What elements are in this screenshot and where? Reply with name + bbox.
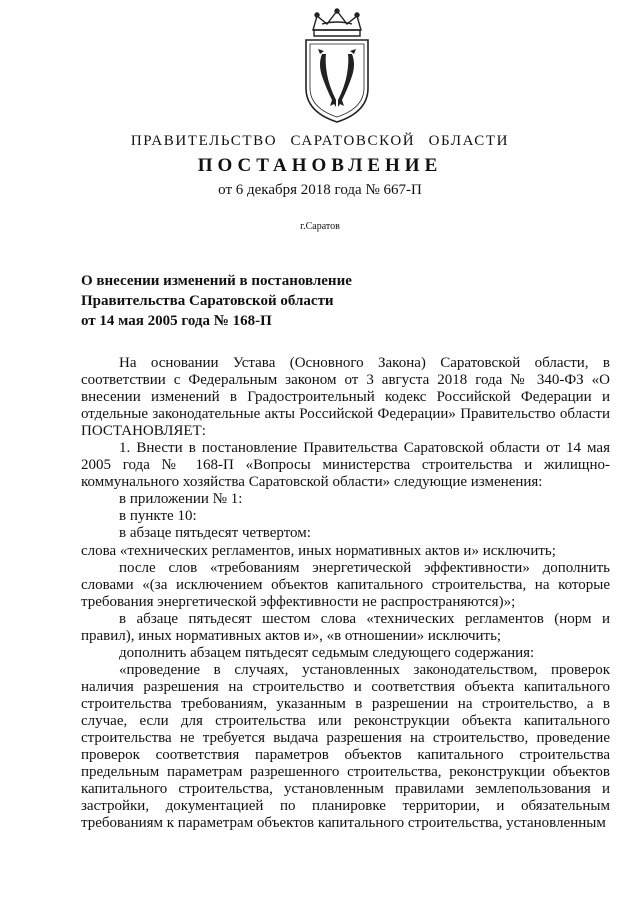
government-name: ПРАВИТЕЛЬСТВО САРАТОВСКОЙ ОБЛАСТИ <box>130 133 510 149</box>
paragraph: после слов «требованиям энергетической эффективности» дополнить словами «(за исключением объектов капитального строительства, на которые требования энергетической эффективности не распространяются)»; <box>81 559 610 610</box>
paragraph-basis: На основании Устава (Основного Закона) Саратовской области, в соответствии с Федеральным законом от 3 августа 2018 года № 340-ФЗ «О внесении изменений в Градостроительный кодекс Российской Федерации и отдельные законодательные акты Российской Федерации» Правительство области ПОСТАНОВЛЯЕТ: <box>81 355 610 440</box>
paragraph: в приложении № 1: <box>119 491 243 508</box>
subject-line: О внесении изменений в постановление <box>81 273 352 289</box>
document-date-number: от 6 декабря 2018 года № 667-П <box>218 182 422 198</box>
paragraph: в абзаце пятьдесят четвертом: <box>119 525 311 542</box>
paragraph: дополнить абзацем пятьдесят седьмым следующего содержания: <box>119 644 535 661</box>
paragraph: в пункте 10: <box>119 508 197 525</box>
document-type: ПОСТАНОВЛЕНИЕ <box>197 155 443 176</box>
paragraph: в абзаце пятьдесят шестом слова «технических регламентов (норм и правил), иных нормативных актов и», «в отношении» исключить; <box>81 610 610 644</box>
paragraph: слова «технических регламентов, иных нормативных актов и» исключить; <box>81 542 556 559</box>
subject-line: Правительства Саратовской области <box>81 293 334 309</box>
paragraph: «проведение в случаях, установленных законодательством, проверок наличия разрешения на строительство и соответствия объекта капитального строительства требованиям, указанным в разрешении на строительство, а в случае, если для строительства или реконструкции объекта капитального строительства не требуется выдача разрешения на строительство, проведение проверок соответствия параметров объектов капитального строительства предельным параметрам разрешенного строительства, реконструкции объектов капитального строительства, установленным правилами землепользования и застройки, документацией по планировке территории, и обязательным требованиям к параметрам объектов капитального строительства, установленным <box>81 661 610 832</box>
document-body <box>81 355 610 832</box>
paragraph-item-1: 1. Внести в постановление Правительства Саратовской области от 14 мая 2005 года № 168-П «Вопросы министерства строительства и жилищно-коммунального хозяйства Саратовской области» следующие изменения: <box>81 440 610 491</box>
document-city: г.Саратов <box>300 221 340 232</box>
document-subject <box>81 271 352 331</box>
subject-line: от 14 мая 2005 года № 168-П <box>81 313 272 329</box>
saratov-coat-of-arms-icon <box>296 8 378 126</box>
